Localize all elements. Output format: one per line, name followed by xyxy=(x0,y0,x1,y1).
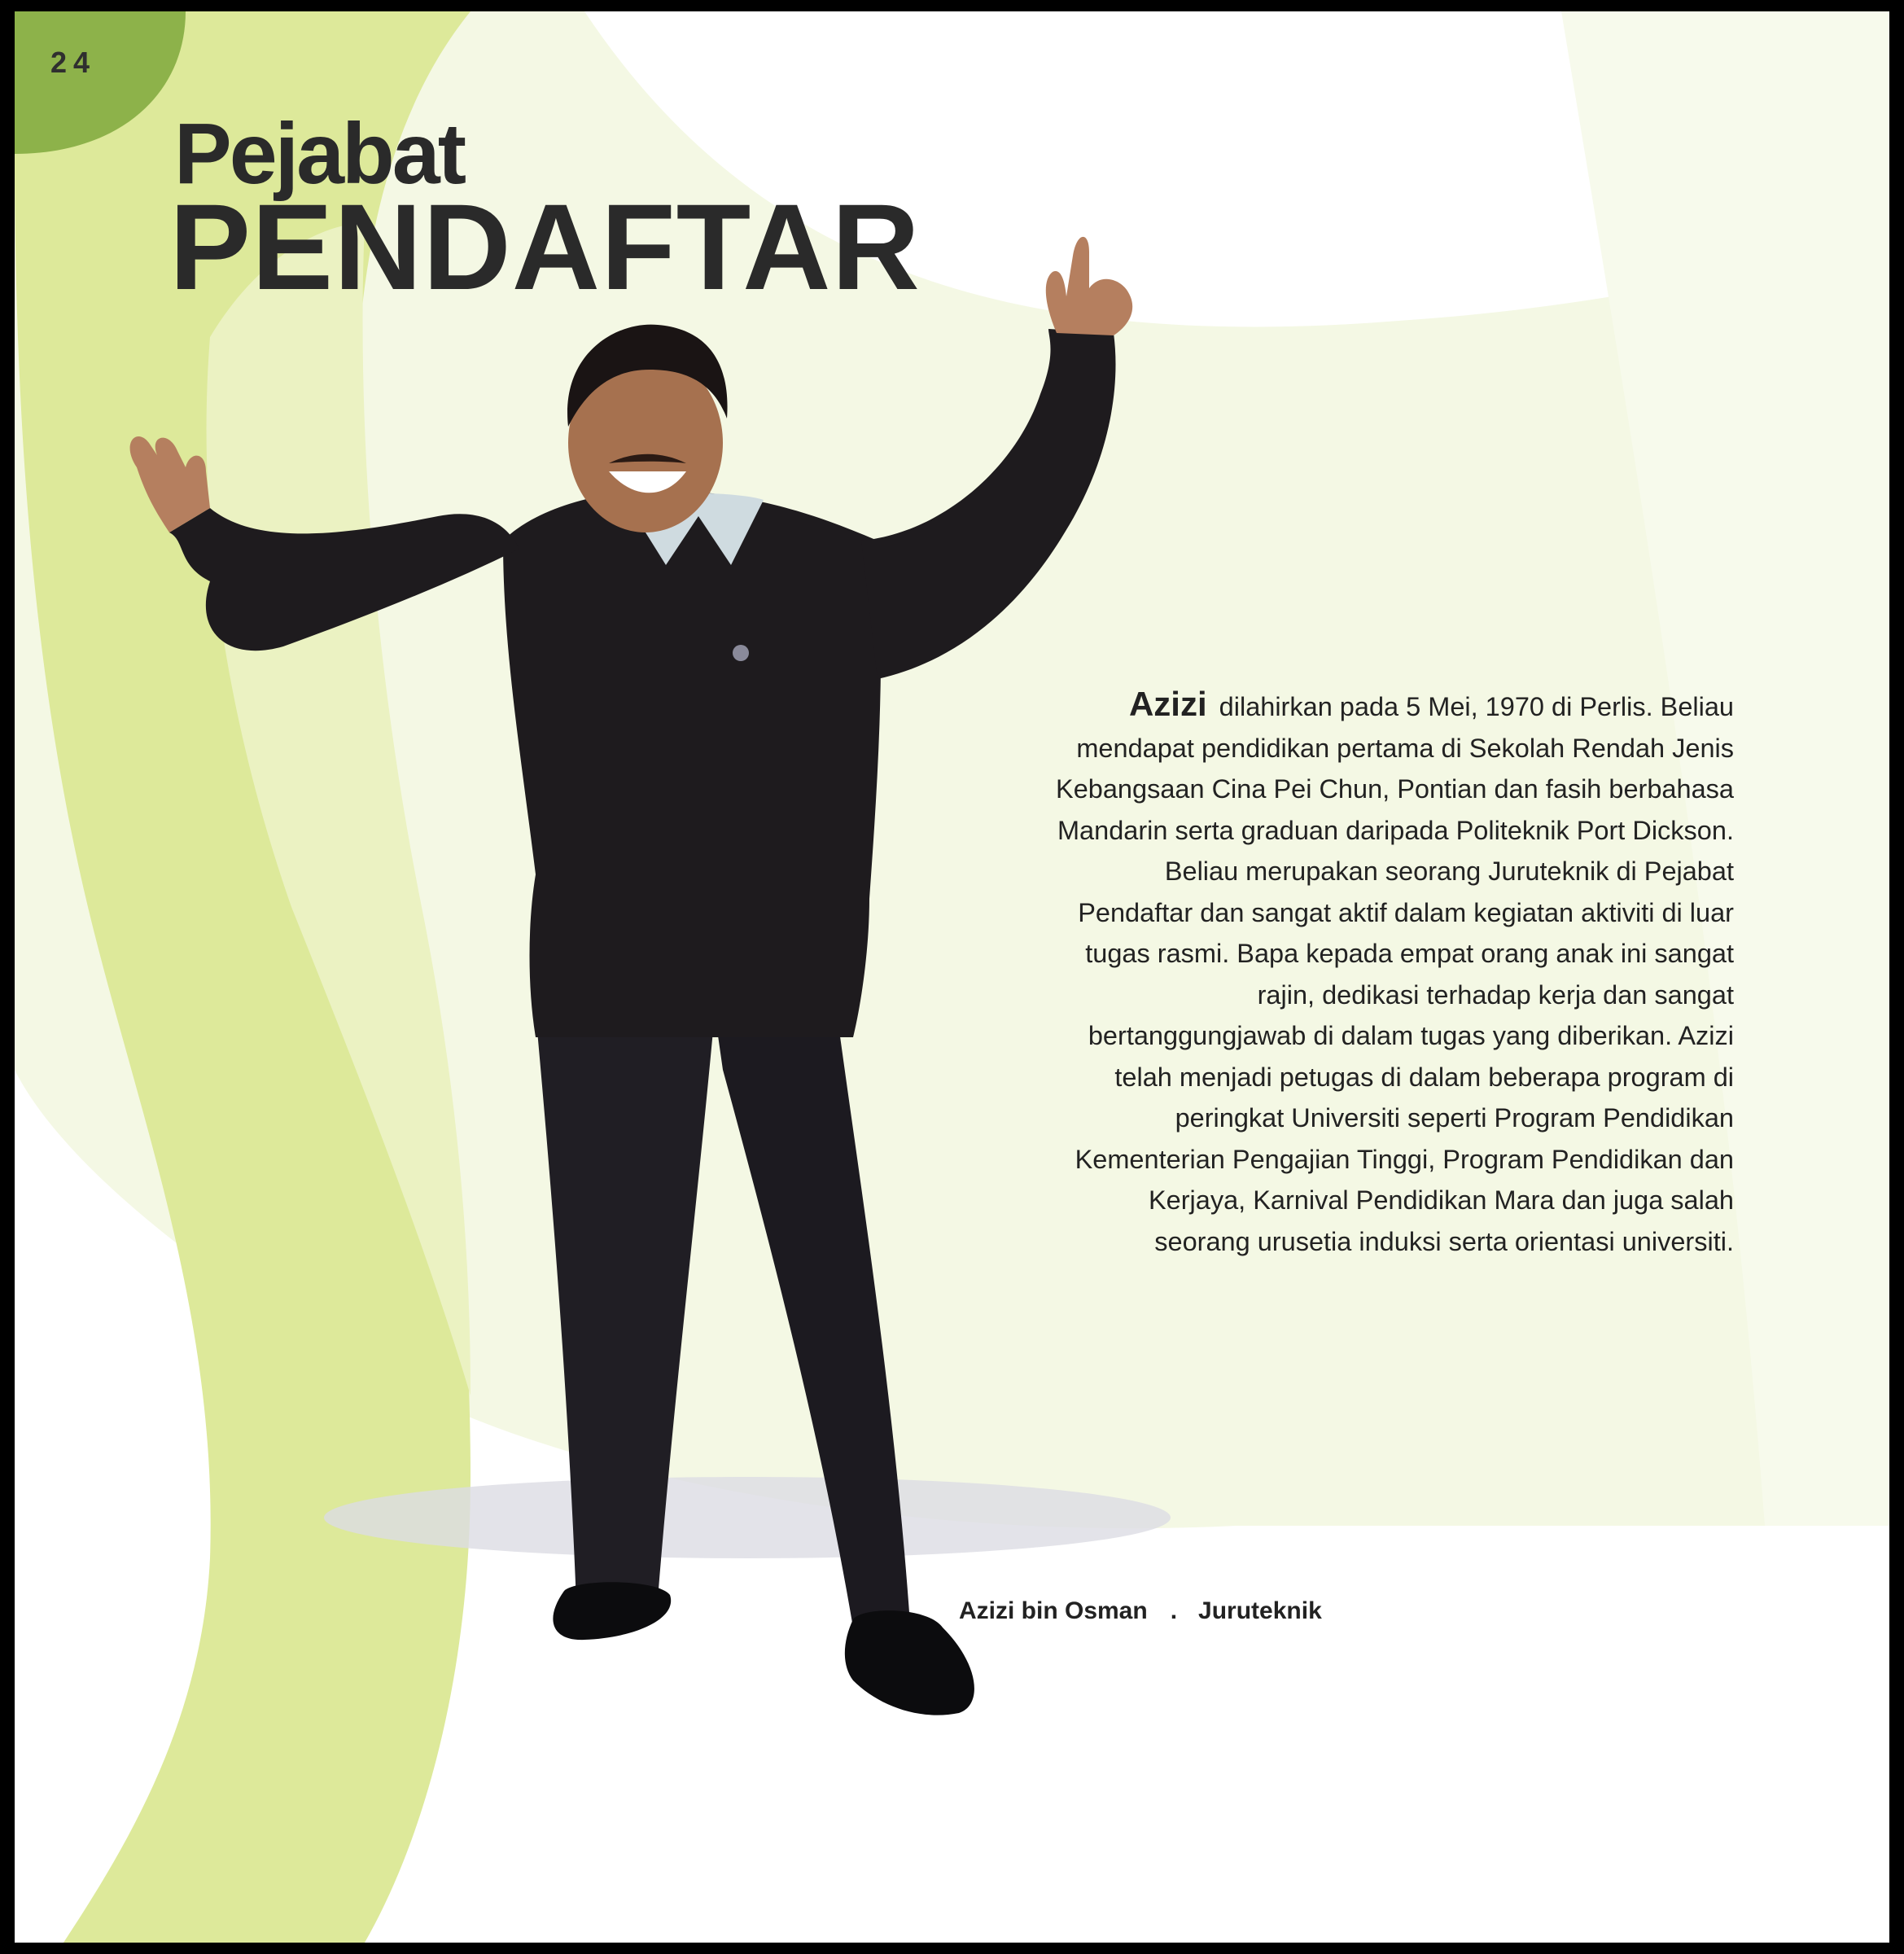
title-pejabat: Pejabat xyxy=(174,106,465,202)
title-pendaftar: PENDAFTAR xyxy=(169,178,921,315)
jacket-body xyxy=(503,490,881,1038)
bio-text: dilahirkan pada 5 Mei, 1970 di Perlis. Beliau mendapat pendidikan pertama di Sekolah Rendah Jenis Kebangsaan Cina Pei Chun, Pontian dan fasih berbahasa Mandarin serta graduan daripada Politeknik Port Dickson. Beliau merupakan seorang Juruteknik di Pejabat Pendaftar dan sangat aktif dalam kegiatan aktiviti di luar tugas rasmi. Bapa kepada empat orang anak ini sangat rajin, dedikasi terhadap kerja dan sangat bertanggungjawab di dalam tugas yang diberikan. Azizi telah menjadi petugas di dalam beberapa program di peringkat Universiti seperti Program Pendidikan Kementerian Pengajian Tinggi, Program Pendidikan dan Kerjaya, Karnival Pendidikan Mara dan juga salah seorang urusetia induksi serta orientasi universiti. xyxy=(1056,692,1734,1256)
page-number: 24 xyxy=(50,46,97,79)
biography-paragraph xyxy=(1048,684,1734,1262)
bio-name: Azizi xyxy=(1128,685,1207,723)
right-shoe xyxy=(845,1610,974,1715)
jacket-badge xyxy=(733,645,749,661)
left-shoe xyxy=(553,1582,671,1640)
right-hand xyxy=(1046,237,1132,335)
photo-caption xyxy=(959,1597,1322,1625)
floor-shadow xyxy=(324,1477,1171,1558)
caption-role: Juruteknik xyxy=(1198,1597,1322,1624)
jacket-right-arm xyxy=(861,329,1116,679)
caption-name: Azizi bin Osman xyxy=(959,1597,1148,1624)
brochure-page xyxy=(15,11,1889,1943)
caption-separator: . xyxy=(1170,1597,1178,1624)
jacket-left-arm xyxy=(169,508,519,651)
